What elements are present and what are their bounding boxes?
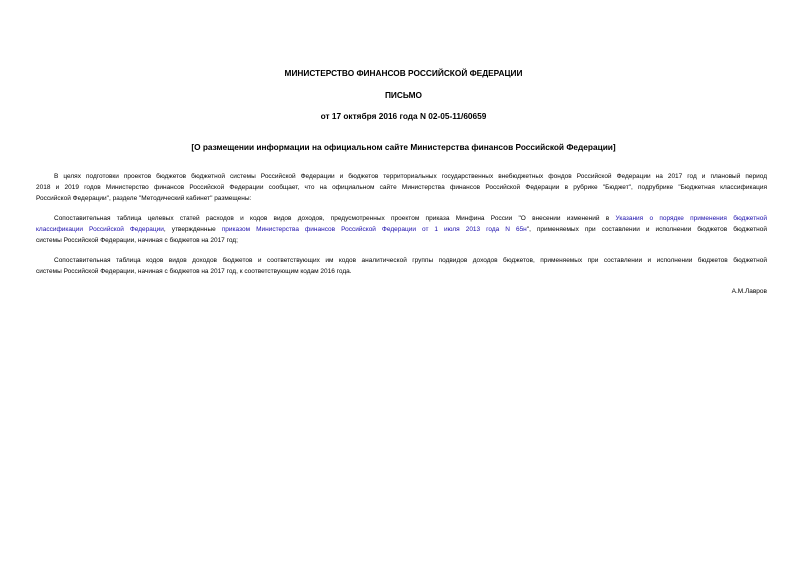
paragraph-2-line-2: [36, 224, 767, 235]
instructions-link[interactable]: Указания о порядке применения бюджетной: [615, 215, 768, 222]
document-type-heading: ПИСЬМО: [384, 90, 423, 100]
paragraph-2-text-1: Сопоставительная таблица целевых статей расходов и кодов видов доходов, предусмотренных проектом приказа Минфина России "О внесении изменений в: [54, 215, 616, 222]
paragraph-3: [36, 255, 767, 277]
document-date-number: от 17 октября 2016 года N 02-05-11/60659: [320, 111, 487, 121]
paragraph-3-line-1: Сопоставительная таблица кодов видов доходов бюджетов и соответствующих им кодов аналитической группы подвидов доходов бюджетов, применяемых при составлении и исполнении бюджетов бюджетной: [54, 257, 767, 264]
paragraph-2: [36, 213, 767, 246]
paragraph-1-line-3: Российской Федерации", разделе "Методический кабинет" размещены:: [36, 195, 252, 202]
paragraph-2-line-3: системы Российской Федерации, начиная с бюджетов на 2017 год;: [36, 237, 238, 244]
order-65n-link[interactable]: приказом Министерства финансов Российской Федерации от 1 июля 2013 года N 65н: [221, 226, 527, 233]
paragraph-1: [36, 171, 767, 204]
document-subject: [О размещении информации на официальном сайте Министерства финансов Российской Федерации]: [191, 142, 616, 152]
ministry-heading: МИНИСТЕРСТВО ФИНАНСОВ РОССИЙСКОЙ ФЕДЕРАЦИИ: [284, 68, 523, 78]
instructions-link-continued[interactable]: классификации Российской Федерации: [36, 226, 164, 233]
paragraph-1-line-1: В целях подготовки проектов бюджетов бюджетной системы Российской Федерации и бюджетов территориальных государственных внебюджетных фондов Российской Федерации на 2017 год и плановый период: [54, 173, 767, 180]
paragraph-2-text-2: , утвержденные: [163, 226, 222, 233]
signature: А.М.Лавров: [731, 288, 767, 295]
paragraph-3-line-2: системы Российской Федерации, начиная с бюджетов на 2017 год, к соответствующим кодам 2016 года.: [36, 268, 352, 275]
paragraph-2-text-3: ", применяемых при составлении и исполнении бюджетов бюджетной: [526, 226, 768, 233]
paragraph-1-line-2: 2018 и 2019 годов Министерство финансов Российской Федерации сообщает, что на официальном сайте Министерства финансов Российской Федерации в рубрике "Бюджет", подрубрике "Бюджетная классификация: [36, 184, 767, 191]
paragraph-2-line-1: [36, 213, 767, 224]
